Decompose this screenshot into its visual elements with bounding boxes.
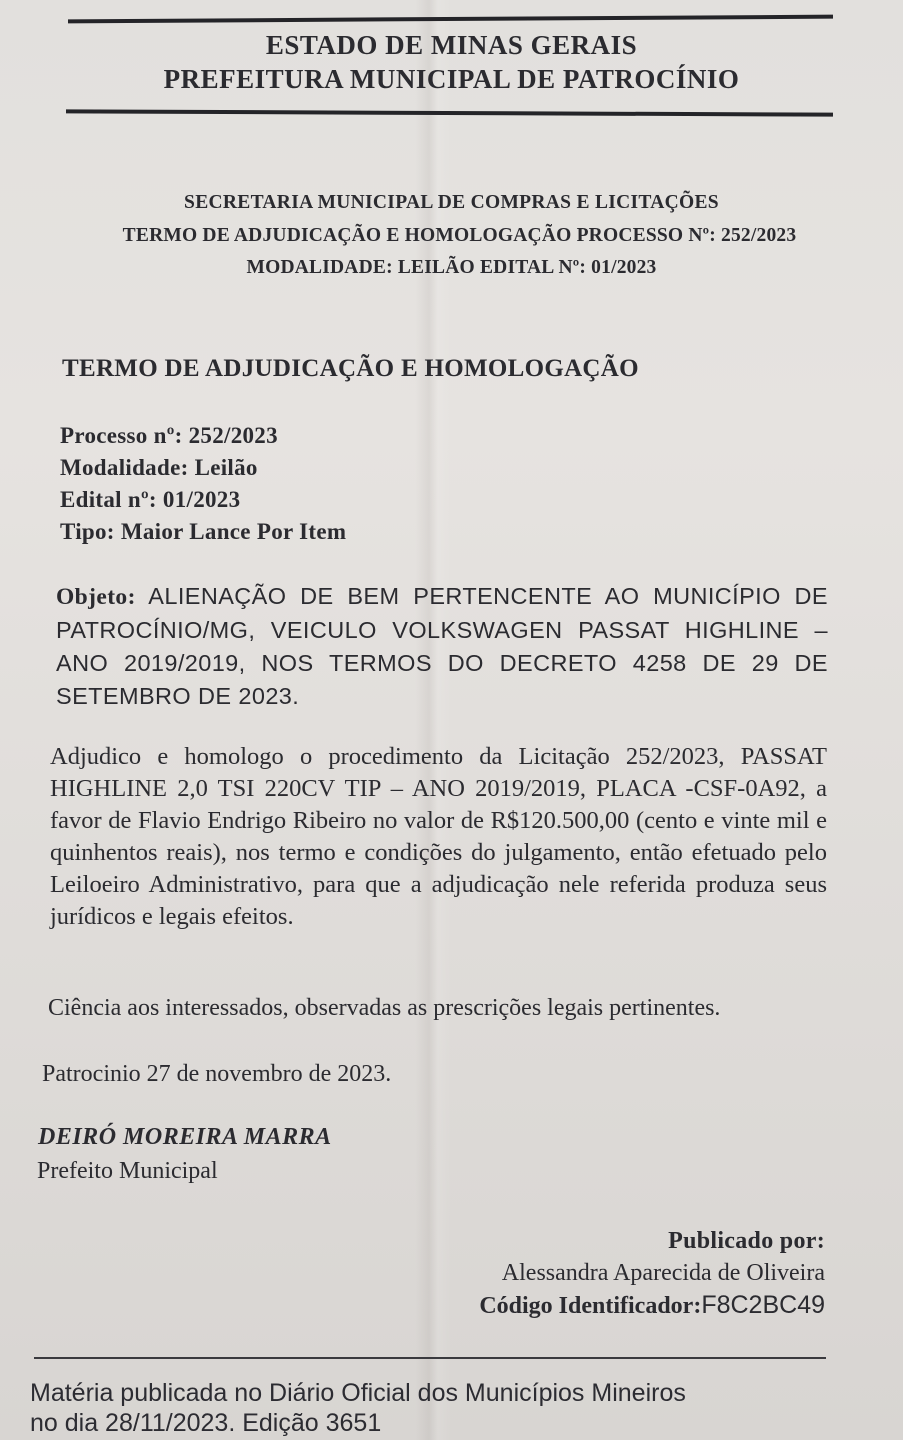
objeto-label: Objeto: xyxy=(56,584,136,610)
publication-block xyxy=(479,1225,825,1322)
secretariat-name: SECRETARIA MUNICIPAL DE COMPRAS E LICITAÇÕES xyxy=(184,192,719,213)
identifier-code-line xyxy=(479,1289,825,1322)
process-metadata xyxy=(60,420,346,548)
publisher-name: Alessandra Aparecida de Oliveira xyxy=(501,1260,825,1286)
identifier-code-value: F8C2BC49 xyxy=(701,1291,825,1319)
objeto-text: ALIENAÇÃO DE BEM PERTENCENTE AO MUNICÍPIO DE PATROCÍNIO/MG, VEICULO VOLKSWAGEN PASSAT HIGHLINE – ANO 2019/2019, NOS TERMOS DO DECRETO 4258 DE 29 DE SETEMBRO DE 2023. xyxy=(56,583,828,709)
signer-role: Prefeito Municipal xyxy=(37,1158,218,1184)
objeto-paragraph xyxy=(56,580,828,713)
date-line: Patrocinio 27 de novembro de 2023. xyxy=(42,1061,392,1087)
tipo-line: Tipo: Maior Lance Por Item xyxy=(60,519,347,544)
footer-line-1: Matéria publicada no Diário Oficial dos Municípios Mineiros xyxy=(30,1379,686,1407)
modalidade-line: Modalidade: Leilão xyxy=(60,455,258,480)
adjudication-paragraph: Adjudico e homologo o procedimento da Licitação 252/2023, PASSAT HIGHLINE 2,0 TSI 220CV TIP – ANO 2019/2019, PLACA -CSF-0A92, a favor de Flavio Endrigo Ribeiro no valor de R$120.500,00 (cento e vinte mil e quinhentos reais), nos termo e condições do julgamento, então efetuado pelo Leiloeiro Administrativo, para que a adjudicação nele referida produza seus jurídicos e legais efeitos. xyxy=(50,743,827,930)
edital-line: Edital nº: 01/2023 xyxy=(60,487,241,512)
header-bottom-rule xyxy=(66,109,833,116)
publication-footer xyxy=(30,1378,686,1438)
termo-processo-line: TERMO DE ADJUDICAÇÃO E HOMOLOGAÇÃO PROCESSO Nº: 252/2023 xyxy=(122,225,797,246)
ciencia-paragraph: Ciência aos interessados, observadas as prescrições legais pertinentes. xyxy=(48,995,721,1021)
signer-name: DEIRÓ MOREIRA MARRA xyxy=(38,1124,332,1150)
footer-rule xyxy=(34,1357,826,1359)
processo-line: Processo nº: 252/2023 xyxy=(60,423,278,448)
document-title: TERMO DE ADJUDICAÇÃO E HOMOLOGAÇÃO xyxy=(62,355,639,382)
modalidade-edital-line: MODALIDADE: LEILÃO EDITAL Nº: 01/2023 xyxy=(246,257,657,278)
footer-line-2: no dia 28/11/2023. Edição 3651 xyxy=(30,1409,382,1437)
identifier-code-label: Código Identificador: xyxy=(479,1293,702,1319)
state-name: ESTADO DE MINAS GERAIS xyxy=(265,30,638,60)
published-by-label: Publicado por: xyxy=(668,1228,825,1254)
prefecture-name: PREFEITURA MUNICIPAL DE PATROCÍNIO xyxy=(163,64,740,94)
header-top-rule xyxy=(68,15,833,24)
